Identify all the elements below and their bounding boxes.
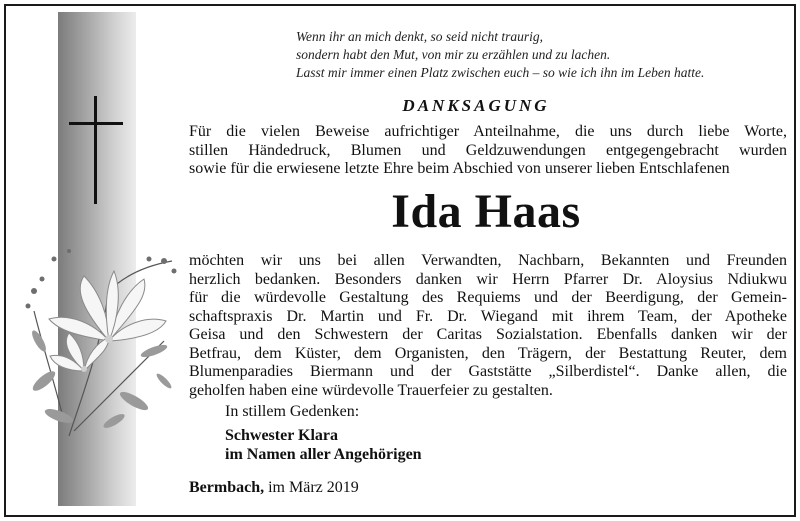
quote-line: Lasst mir immer einen Platz zwischen euch – so wie ich ihn im Leben hatte. [296, 65, 705, 80]
body-line: Betfrau, dem Küster, dem Organisten, den Trägern, der Bestattung Reuter, dem [189, 344, 787, 362]
signature-intro: In stillem Gedenken: [225, 403, 360, 420]
body-line: für die würdevolle Gestaltung des Requiems und der Beerdigung, der Gemein- [189, 289, 787, 306]
obituary-card [4, 4, 796, 517]
cross-icon [68, 96, 124, 206]
deceased-name: Ida Haas [391, 185, 581, 238]
body-line: schaftspraxis Dr. Martin und Fr. Dr. Wiegand mit ihrem Team, der Apotheke [189, 307, 787, 325]
danksagung-heading: DANKSAGUNG [402, 96, 550, 115]
intro-paragraph [189, 123, 787, 179]
place-date-text: im März 2019 [268, 479, 359, 496]
signature-name: Schwester Klara [225, 427, 339, 444]
signature-block [225, 426, 422, 464]
intro-line: sowie für die erwiesene letzte Ehre beim Abschied von unserer lieben Entschlafenen [189, 160, 730, 177]
body-line: geholfen haben eine würdevolle Trauerfeier zu gestalten. [189, 381, 553, 399]
quote-line: Wenn ihr an mich denkt, so seid nicht traurig, [296, 29, 543, 44]
intro-line: stillen Händedruck, Blumen und Geldzuwendungen entgegengebracht wurden [189, 141, 787, 159]
thanks-paragraph [189, 252, 787, 400]
body-line: Blumenparadies Biermann und der Gaststätte „Silberdistel“. Danke allen, die [189, 363, 787, 380]
memorial-quote [296, 28, 786, 82]
place-date [189, 479, 359, 497]
intro-line: Für die vielen Beweise aufrichtiger Anteilnahme, die uns durch liebe Worte, [189, 123, 787, 140]
quote-line: sondern habt den Mut, von mir zu erzählen und zu lachen. [296, 47, 611, 62]
place-town: Bermbach, [189, 479, 265, 496]
flower-bouquet-illustration [14, 231, 184, 441]
body-line: Geisa und den Schwestern der Caritas Sozialstation. Ebenfalls danken wir der [189, 326, 787, 343]
signature-relation: im Namen aller Angehörigen [225, 446, 422, 463]
body-line: möchten wir uns bei allen Verwandten, Nachbarn, Bekannten und Freunden [189, 252, 787, 269]
body-line: herzlich bedanken. Besonders danken wir Herrn Pfarrer Dr. Aloysius Ndiukwu [189, 270, 787, 288]
